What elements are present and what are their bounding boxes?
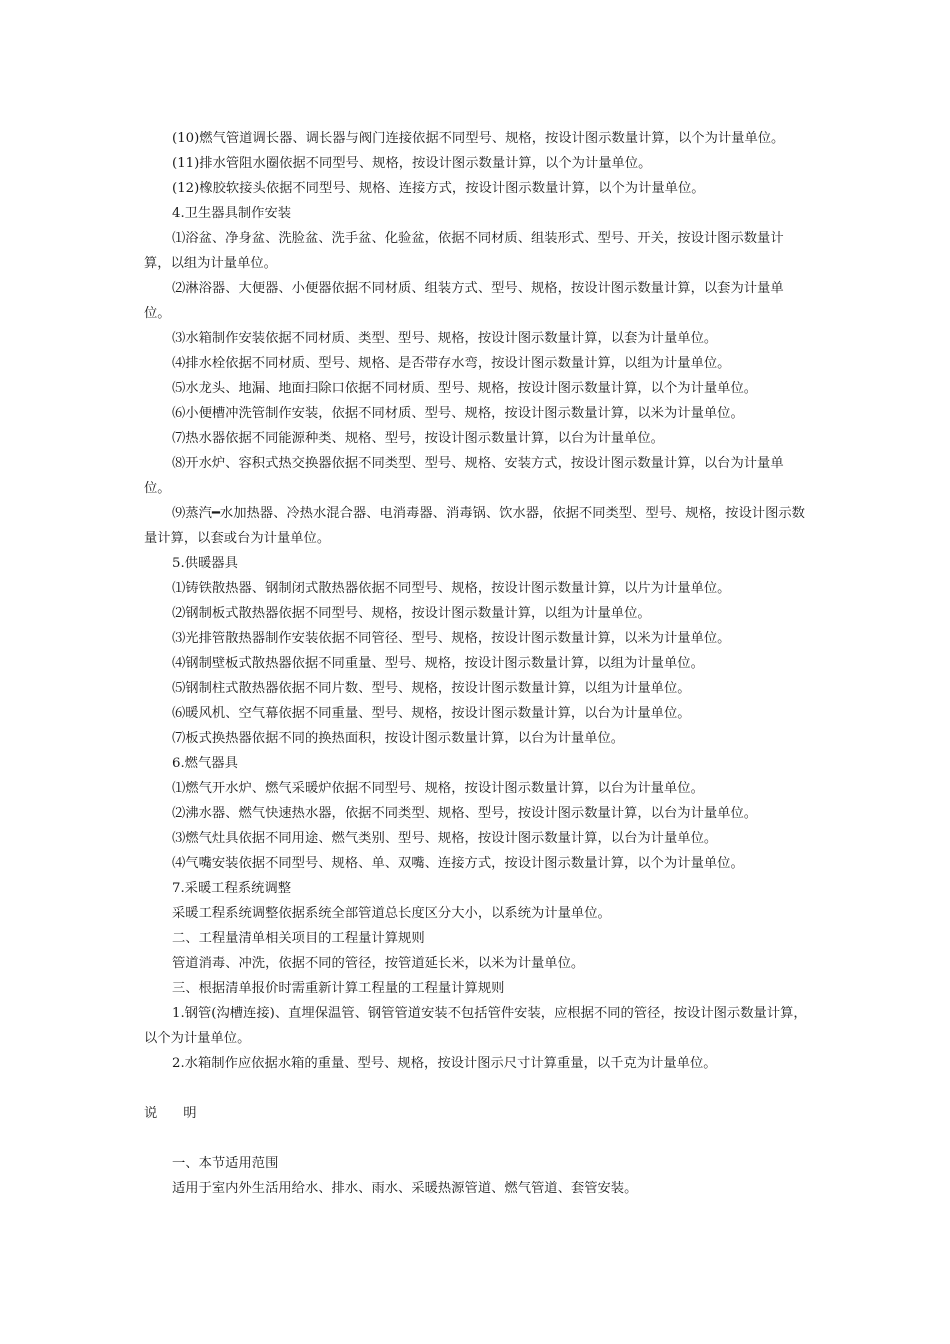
paragraph: ⑷钢制壁板式散热器依据不同重量、型号、规格，按设计图示数量计算，以组为计量单位。: [172, 656, 704, 671]
paragraph: ⑶燃气灶具依据不同用途、燃气类别、型号、规格，按设计图示数量计算，以台为计量单位。: [172, 831, 718, 846]
paragraph: ⑸水龙头、地漏、地面扫除口依据不同材质、型号、规格，按设计图示数量计算，以个为计量单位。: [172, 381, 758, 396]
paragraph: (11)排水管阻水圈依据不同型号、规格，按设计图示数量计算，以个为计量单位。: [172, 156, 652, 171]
paragraph: ⑺板式换热器依据不同的换热面积，按设计图示数量计算，以台为计量单位。: [172, 731, 625, 746]
paragraph: 采暖工程系统调整依据系统全部管道总长度区分大小，以系统为计量单位。: [172, 906, 611, 921]
paragraph: ⑹小便槽冲洗管制作安装，依据不同材质、型号、规格，按设计图示数量计算，以米为计量单位。: [172, 406, 744, 421]
scope-section: [144, 1151, 808, 1201]
paragraph: (12)橡胶软接头依据不同型号、规格、连接方式，按设计图示数量计算，以个为计量单位。: [172, 181, 705, 196]
section-heading: 4.卫生器具制作安装: [172, 206, 292, 221]
section-heading: 6.燃气器具: [172, 756, 238, 771]
paragraph: ⑸钢制柱式散热器依据不同片数、型号、规格，按设计图示数量计算，以组为计量单位。: [172, 681, 691, 696]
paragraph: ⑵沸水器、燃气快速热水器，依据不同类型、规格、型号，按设计图示数量计算，以台为计量单位。: [172, 806, 758, 821]
document-page: [144, 126, 808, 1201]
paragraph: ⑶光排管散热器制作安装依据不同管径、型号、规格，按设计图示数量计算，以米为计量单位。: [172, 631, 731, 646]
paragraph: 2.水箱制作应依据水箱的重量、型号、规格，按设计图示尺寸计算重量，以千克为计量单位。: [172, 1056, 717, 1071]
paragraph: ⑷排水栓依据不同材质、型号、规格、是否带存水弯，按设计图示数量计算，以组为计量单位。: [172, 356, 731, 371]
paragraph: 管道消毒、冲洗，依据不同的管径，按管道延长米，以米为计量单位。: [172, 956, 585, 971]
explain-heading-left: 说: [144, 1106, 158, 1121]
paragraph: ⑴铸铁散热器、钢制闭式散热器依据不同型号、规格，按设计图示数量计算，以片为计量单位。: [172, 581, 731, 596]
paragraph: ⑺热水器依据不同能源种类、规格、型号，按设计图示数量计算，以台为计量单位。: [172, 431, 664, 446]
rules-section: [144, 126, 808, 1076]
paragraph: ⑹暖风机、空气幕依据不同重量、型号、规格，按设计图示数量计算，以台为计量单位。: [172, 706, 691, 721]
paragraph: (10)燃气管道调长器、调长器与阀门连接依据不同型号、规格，按设计图示数量计算，以个为计量单位。: [172, 131, 785, 146]
section-heading: 二、工程量清单相关项目的工程量计算规则: [172, 931, 425, 946]
paragraph: ⑻开水炉、容积式热交换器依据不同类型、型号、规格、安装方式，按设计图示数量计算，以台为计量单位。: [144, 456, 784, 496]
paragraph: ⑷气嘴安装依据不同型号、规格、单、双嘴、连接方式，按设计图示数量计算，以个为计量单位。: [172, 856, 744, 871]
section-heading: 一、本节适用范围: [172, 1156, 279, 1171]
paragraph: ⑵钢制板式散热器依据不同型号、规格，按设计图示数量计算，以组为计量单位。: [172, 606, 651, 621]
paragraph: ⑵淋浴器、大便器、小便器依据不同材质、组装方式、型号、规格，按设计图示数量计算，以套为计量单位。: [144, 281, 784, 321]
section-heading: 5.供暖器具: [172, 556, 238, 571]
explain-heading-right: 明: [183, 1106, 197, 1121]
paragraph: 1.钢管(沟槽连接)、直埋保温管、钢管管道安装不包括管件安装，应根据不同的管径，按设计图示数量计算，以个为计量单位。: [144, 1006, 807, 1046]
paragraph: ⑴浴盆、净身盆、洗脸盆、洗手盆、化验盆，依据不同材质、组装形式、型号、开关，按设计图示数量计算，以组为计量单位。: [144, 231, 784, 271]
paragraph: ⑴燃气开水炉、燃气采暖炉依据不同型号、规格，按设计图示数量计算，以台为计量单位。: [172, 781, 704, 796]
section-heading: 三、根据清单报价时需重新计算工程量的工程量计算规则: [172, 981, 505, 996]
section-heading: 7.采暖工程系统调整: [172, 881, 292, 896]
paragraph: 适用于室内外生活用给水、排水、雨水、采暖热源管道、燃气管道、套管安装。: [172, 1181, 638, 1196]
paragraph: ⑼蒸汽━水加热器、冷热水混合器、电消毒器、消毒锅、饮水器，依据不同类型、型号、规格，按设计图示数量计算，以套或台为计量单位。: [144, 506, 805, 546]
explain-heading: [144, 1101, 808, 1126]
paragraph: ⑶水箱制作安装依据不同材质、类型、型号、规格，按设计图示数量计算，以套为计量单位。: [172, 331, 718, 346]
